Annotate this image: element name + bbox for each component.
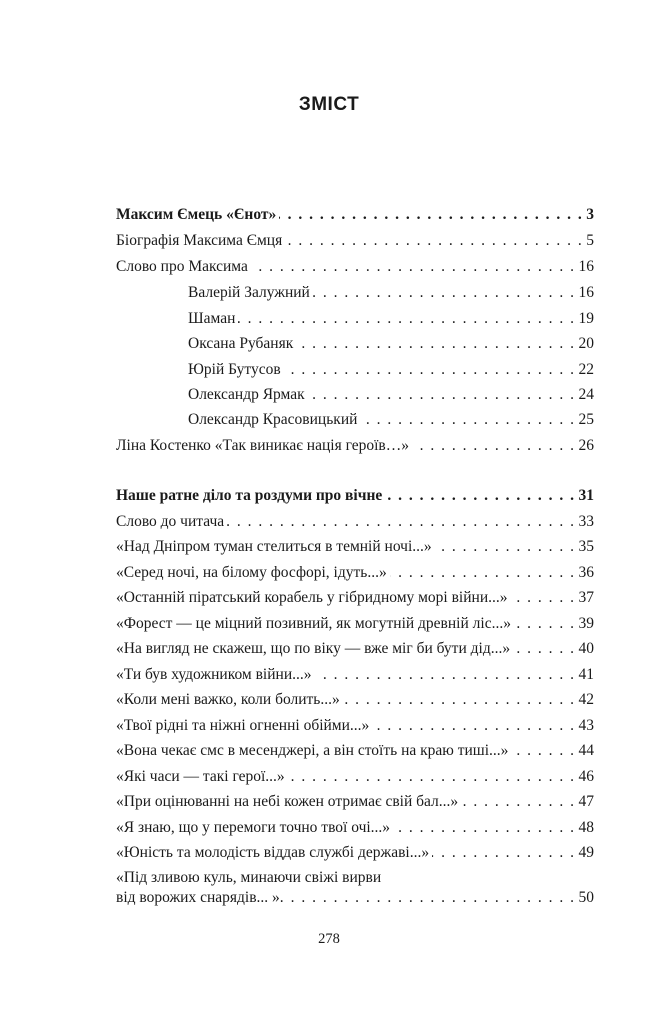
toc-entry-page: 20 [578,335,594,352]
toc-entry-page: 16 [578,284,594,301]
dot-leader [385,486,575,506]
toc-entry-page: 40 [578,640,594,657]
toc-entry-title: Юрій Бутусов [188,361,281,378]
toc-entry-title: «Я знаю, що у перемоги точно твої очі...» [116,819,391,836]
dot-leader [279,205,583,225]
dot-leader [435,537,576,557]
toc-entry-title: «Над Дніпром туман стелиться в темній ночі...» [116,538,432,555]
toc-entry-title: «Під зливою куль, минаючи свіжі вирви [116,869,382,886]
dot-leader [390,563,576,583]
toc-entry [116,716,594,736]
toc-entry-title: Максим Ємець «Єнот» [116,206,277,223]
toc-entry [116,257,594,277]
toc-entry-page: 44 [578,742,594,759]
toc-entry-page: 24 [578,386,594,403]
dot-leader [313,283,576,303]
toc-entry-page: 22 [578,361,594,378]
dot-leader [511,741,575,761]
toc-entry-page: 16 [578,258,594,275]
toc-entry-title: від ворожих снарядів... ». [116,889,284,906]
dot-leader [372,716,575,736]
dot-leader [315,665,576,685]
toc-entry-title: Слово про Максима [116,258,248,275]
dot-leader [284,360,576,380]
toc-entry-title: Оксана Рубаняк [188,335,294,352]
toc-entry [116,231,594,251]
toc-entry-title: «Юність та молодість віддав службі державі...» [116,844,430,861]
toc-entry [116,665,594,685]
toc-entry-page: 36 [578,564,594,581]
toc-entry-page: 50 [578,889,594,906]
toc-entry-page: 33 [578,513,594,530]
toc-entry-title: Слово до читача [116,513,225,530]
dot-leader [227,512,575,532]
toc-entry-title: «Твої рідні та ніжні огненні обійми...» [116,717,370,734]
toc-entry [116,690,594,710]
toc-entry [116,563,594,583]
toc-entry-page: 42 [578,691,594,708]
dot-leader [513,639,575,659]
toc-entry-title: «Які часи — такі герої...» [116,768,285,785]
toc-entry-page: 5 [586,232,594,249]
dot-leader [432,843,575,863]
toc-entry-title: Олександр Красовицький [188,411,358,428]
toc-entry-title: «На вигляд не скажеш, що по віку — вже міг би бути дід...» [116,640,511,657]
toc-entry-title: «Коли мені важко, коли болить...» [116,691,340,708]
toc-entry [116,588,594,608]
toc-entry [116,436,594,456]
toc-entry-page: 26 [578,437,594,454]
toc-entry [188,410,594,430]
page-number: 278 [318,931,340,947]
toc-section-heading [116,486,594,506]
toc-entry-title: «При оцінюванні на небі кожен отримає свій бал...» [116,793,459,810]
dot-leader [511,588,576,608]
toc-entry [116,512,594,532]
dot-leader [514,614,576,634]
dot-leader [343,690,576,710]
toc-entry [188,309,594,329]
toc-entry [188,360,594,380]
toc-entry [116,537,594,557]
toc-entry [188,334,594,354]
toc-entry-page: 3 [586,206,594,223]
dot-leader [238,309,575,329]
dot-leader [296,334,575,354]
toc-entry-page: 19 [578,310,594,327]
toc-entry-page: 46 [578,768,594,785]
toc-entry-title: «Серед ночі, на білому фосфорі, ідуть...» [116,564,387,581]
toc-entry-page: 35 [578,538,594,555]
toc-entry-page: 39 [578,615,594,632]
toc-entry-title: Наше ратне діло та роздуми про вічне [116,487,383,504]
dot-leader [412,436,576,456]
toc-entry-title: «Форест — це міцний позивний, як могутній древній ліс...» [116,615,511,632]
toc-entry-page: 49 [578,844,594,861]
toc-entry-page: 48 [578,819,594,836]
toc-entry-page: 25 [578,411,594,428]
toc-entry-title: «Останній піратський корабель у гібридному морі війни...» [116,589,508,606]
dot-leader [251,257,576,277]
toc-entry [116,792,594,812]
dot-leader [308,385,576,405]
toc-entry-page: 31 [578,487,594,504]
toc-entry-first-line [116,868,594,888]
toc-entry-title: Шаман [188,310,236,327]
toc-entry-title: Ліна Костенко «Так виникає нація героїв…» [116,437,409,454]
toc-entry [116,639,594,659]
toc-entry [116,818,594,838]
toc-entry-page: 47 [578,793,594,810]
toc-entry-page: 41 [578,666,594,683]
dot-leader [360,410,575,430]
toc-entry-title: «Ти був художником війни...» [116,666,312,683]
toc-entry [116,888,594,908]
toc-entry [188,283,594,303]
toc-entry-title: Олександр Ярмак [188,386,305,403]
toc-entry [116,767,594,787]
toc-entry [116,614,594,634]
toc-entry [116,741,594,761]
dot-leader [461,792,575,812]
toc-entry-title: Валерій Залужний [188,284,310,301]
page-title: ЗМІСТ [298,94,360,115]
toc-entry [116,843,594,863]
toc-entry-title: Біографія Максима Ємця [116,232,283,249]
dot-leader [288,767,576,787]
dot-leader [393,818,575,838]
toc-entry [188,385,594,405]
toc-section-heading [116,205,594,225]
toc-entry-title: «Вона чекає смс в месенджері, а він стоїть на краю тиші...» [116,742,509,759]
dot-leader [285,231,583,251]
toc-entry-page: 43 [578,717,594,734]
toc-entry-page: 37 [578,589,594,606]
dot-leader [287,888,576,908]
